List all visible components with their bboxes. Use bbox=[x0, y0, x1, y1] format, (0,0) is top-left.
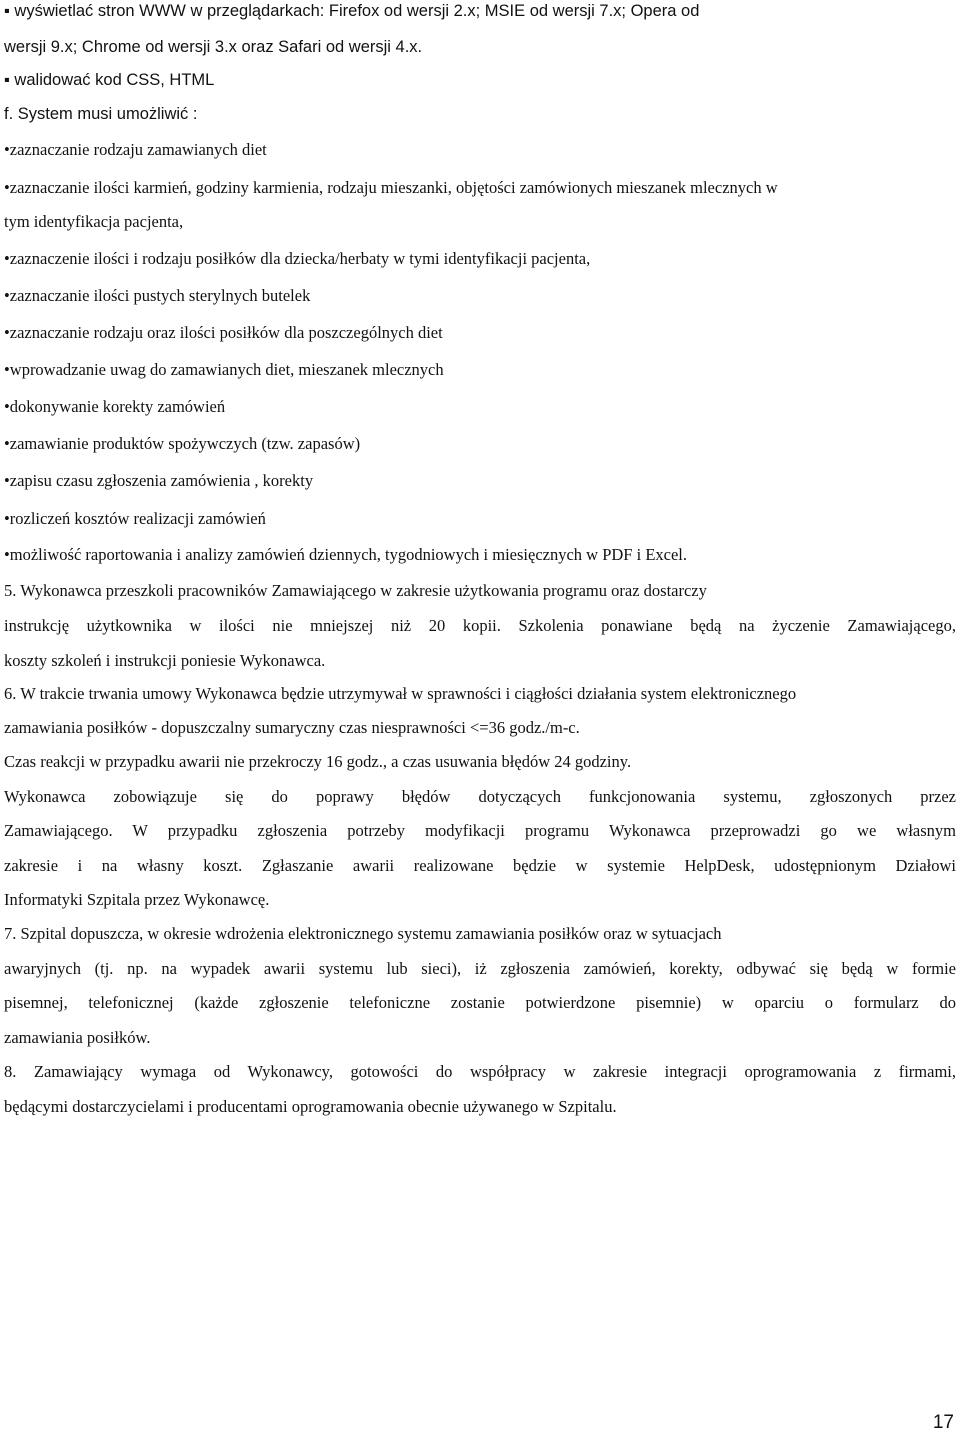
list-item: •dokonywanie korekty zamówień bbox=[4, 397, 226, 416]
paragraph-7-line: zamawiania posiłków. bbox=[4, 1028, 151, 1047]
browser-item: ▪ wyświetlać stron WWW w przeglądarkach: Firefox od wersji 2.x; MSIE od wersji 7.x; Opera od bbox=[4, 2, 700, 20]
page-number: 17 bbox=[932, 1412, 954, 1433]
paragraph-6-line: Zamawiającego. W przypadku zgłoszenia potrzeby modyfikacji programu Wykonawca przeprowadzi go we własnym bbox=[4, 821, 956, 840]
list-item: •wprowadzanie uwag do zamawianych diet, mieszanek mlecznych bbox=[4, 360, 444, 379]
paragraph-6-line: zamawiania posiłków - dopuszczalny sumaryczny czas niesprawności <=36 godz./m-c. bbox=[4, 718, 580, 737]
list-item-continuation: tym identyfikacja pacjenta, bbox=[4, 212, 184, 231]
list-item: •zaznaczanie rodzaju zamawianych diet bbox=[4, 140, 267, 159]
paragraph-6-line: Informatyki Szpitala przez Wykonawcę. bbox=[4, 890, 270, 909]
paragraph-7-line: 7. Szpital dopuszcza, w okresie wdrożenia elektronicznego systemu zamawiania posiłków oraz w sytuacjach bbox=[4, 924, 722, 943]
paragraph-7-line: pisemnej, telefonicznej (każde zgłoszenie telefoniczne zostanie potwierdzone pisemnie) w oparciu o formularz do bbox=[4, 993, 956, 1012]
browser-item-continuation: wersji 9.x; Chrome od wersji 3.x oraz Safari od wersji 4.x. bbox=[4, 38, 423, 56]
paragraph-6-line: zakresie i na własny koszt. Zgłaszanie awarii realizowane będzie w systemie HelpDesk, udostępnionym Działowi bbox=[4, 856, 956, 875]
list-item: •zaznaczanie ilości karmień, godziny karmienia, rodzaju mieszanki, objętości zamówionych mieszanek mlecznych w bbox=[4, 178, 778, 197]
list-item: •rozliczeń kosztów realizacji zamówień bbox=[4, 509, 266, 528]
list-item: •zamawianie produktów spożywczych (tzw. zapasów) bbox=[4, 434, 361, 453]
paragraph-8-line: 8. Zamawiający wymaga od Wykonawcy, gotowości do współpracy w zakresie integracji oprogramowania z firmami, bbox=[4, 1062, 956, 1081]
paragraph-6-line: 6. W trakcie trwania umowy Wykonawca będzie utrzymywał w sprawności i ciągłości działania system elektronicznego bbox=[4, 684, 797, 703]
paragraph-5-line: instrukcję użytkownika w ilości nie mniejszej niż 20 kopii. Szkolenia ponawiane będą na życzenie Zamawiającego, bbox=[4, 616, 956, 635]
paragraph-5-line: 5. Wykonawca przeszkoli pracowników Zamawiającego w zakresie użytkowania programu oraz dostarczy bbox=[4, 581, 707, 600]
section-f-heading: f. System musi umożliwić : bbox=[4, 105, 198, 123]
paragraph-5-line: koszty szkoleń i instrukcji poniesie Wykonawca. bbox=[4, 651, 326, 670]
list-item: •zaznaczanie ilości pustych sterylnych butelek bbox=[4, 286, 311, 305]
list-item: •zaznaczanie rodzaju oraz ilości posiłków dla poszczególnych diet bbox=[4, 323, 443, 342]
browser-item: ▪ walidować kod CSS, HTML bbox=[4, 71, 215, 89]
list-item: •możliwość raportowania i analizy zamówień dziennych, tygodniowych i miesięcznych w PDF i Excel. bbox=[4, 545, 688, 564]
paragraph-7-line: awaryjnych (tj. np. na wypadek awarii systemu lub sieci), iż zgłoszenia zamówień, korekty, odbywać się będą w formie bbox=[4, 959, 956, 978]
paragraph-6-line: Wykonawca zobowiązuje się do poprawy błędów dotyczących funkcjonowania systemu, zgłoszonych przez bbox=[4, 787, 956, 806]
paragraph-8-line: będącymi dostarczycielami i producentami oprogramowania obecnie używanego w Szpitalu. bbox=[4, 1097, 617, 1116]
list-item: •zaznaczenie ilości i rodzaju posiłków dla dziecka/herbaty w tymi identyfikacji pacjenta, bbox=[4, 249, 591, 268]
list-item: •zapisu czasu zgłoszenia zamówienia , korekty bbox=[4, 471, 314, 490]
paragraph-6-line: Czas reakcji w przypadku awarii nie przekroczy 16 godz., a czas usuwania błędów 24 godziny. bbox=[4, 752, 632, 771]
